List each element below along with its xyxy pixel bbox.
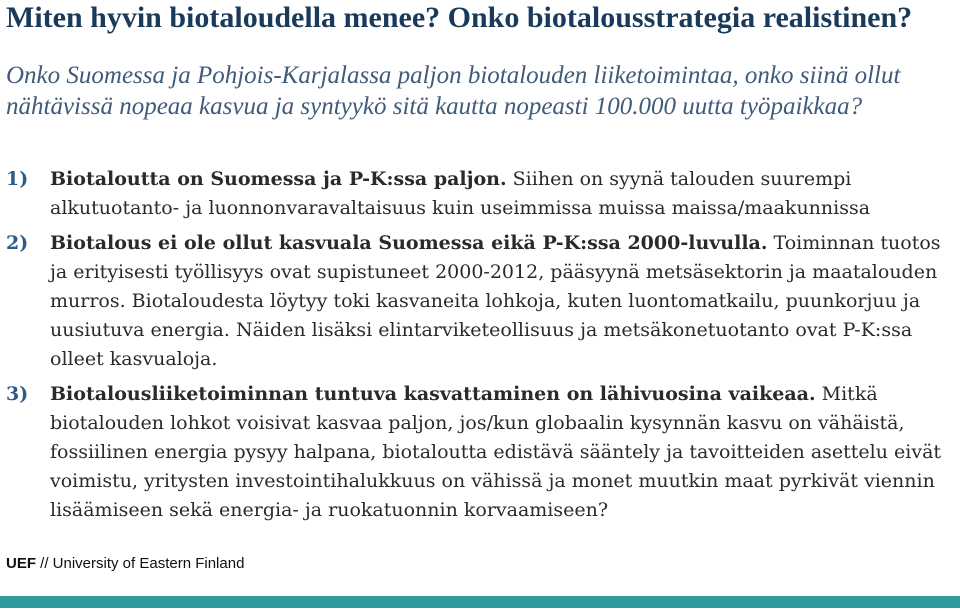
point-body: Mitkä biotalouden lohkot voisivat kasvaa paljon, jos/kun globaalin kysynnän kasvu on vähäistä, fossiilinen energia pysyy halpana, biotaloutta edistävä sääntely ja tavoitteiden asettelu eivät voimistu, yritysten investointihalukkuus on vähissä ja monet muutkin maat pyrkivät viennin lisäämiseen sekä energia- ja ruokatuonnin korvaamiseen? bbox=[50, 383, 942, 521]
footer bbox=[6, 555, 244, 573]
point-list bbox=[6, 165, 956, 531]
point-item-3 bbox=[6, 380, 956, 525]
slide-subtitle: Onko Suomessa ja Pohjois-Karjalassa paljon biotalouden liiketoimintaa, onko siinä ollut nähtävissä nopeaa kasvua ja syntyykö sitä kautta nopeasti 100.000 uutta työpaikkaa? bbox=[6, 62, 901, 120]
point-number: 2) bbox=[6, 232, 29, 254]
point-text bbox=[50, 165, 956, 223]
point-number: 3) bbox=[6, 383, 29, 405]
point-text bbox=[50, 229, 956, 374]
footer-accent-bar bbox=[0, 596, 960, 608]
footer-separator: // bbox=[36, 555, 53, 572]
point-heading: Biotalousliiketoiminnan tuntuva kasvattaminen on lähivuosina vaikeaa. bbox=[50, 383, 816, 405]
point-number: 1) bbox=[6, 168, 29, 190]
point-heading: Biotaloutta on Suomessa ja P-K:ssa paljon. bbox=[50, 168, 507, 190]
point-heading: Biotalous ei ole ollut kasvuala Suomessa eikä P-K:ssa 2000-luvulla. bbox=[50, 232, 768, 254]
point-text bbox=[50, 380, 956, 525]
point-item-2 bbox=[6, 229, 956, 374]
point-body: Toiminnan tuotos ja erityisesti työllisyys ovat supistuneet 2000-2012, pääsyynä metsäsektorin ja maatalouden murros. Biotaloudesta löytyy toki kasvaneita lohkoja, kuten luontomatkailu, puunkorjuu ja uusiutuva energia. Näiden lisäksi elintarviketeollisuus ja metsäkonetuotanto ovat P-K:ssa olleet kasvualoja. bbox=[50, 232, 941, 370]
slide-title: Miten hyvin biotaloudella menee? Onko biotalousstrategia realistinen? bbox=[6, 1, 913, 34]
footer-org-abbreviation: UEF bbox=[6, 555, 36, 572]
point-body: Siihen on syynä talouden suurempi alkutuotanto- ja luonnonvaravaltaisuus kuin useimmissa muissa maissa/maakunnissa bbox=[50, 168, 871, 219]
footer-university-name: University of Eastern Finland bbox=[52, 555, 245, 572]
point-item-1 bbox=[6, 165, 956, 223]
